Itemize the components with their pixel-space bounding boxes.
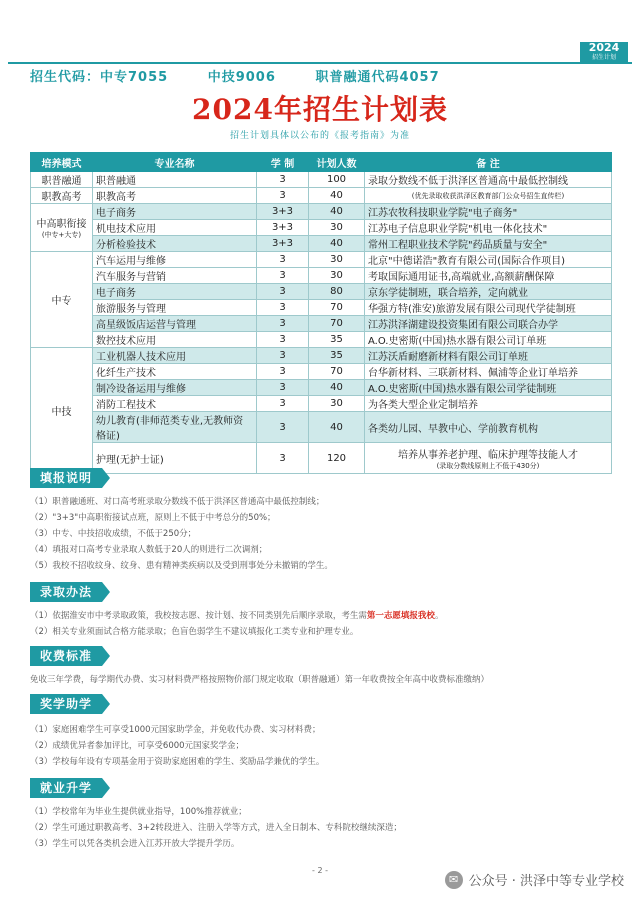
row-years: 3: [257, 172, 309, 188]
section-job-title: 就业升学: [30, 778, 102, 798]
row-note: 培养从事养老护理、临床护理等技能人才: [398, 449, 578, 461]
row-quota: 40: [309, 412, 365, 443]
section-admit-body: [30, 608, 612, 640]
section-job-body: [30, 804, 612, 852]
row-note: 录取分数线不低于洪泽区普通高中最低控制线: [365, 172, 612, 188]
table-header-row: [31, 153, 612, 172]
row-note-cell: [365, 443, 612, 474]
row-quota: 30: [309, 396, 365, 412]
row-years: 3: [257, 316, 309, 332]
table-row: [31, 188, 612, 204]
row-years: 3: [257, 364, 309, 380]
table-row: [31, 204, 612, 220]
table-row: [31, 300, 612, 316]
year-badge: [580, 42, 628, 64]
section-fee-body: [30, 672, 612, 688]
table-row: [31, 316, 612, 332]
row-quota: 70: [309, 316, 365, 332]
group-mode-sub: (中专+大专): [41, 231, 82, 239]
row-major: 汽车运用与维修: [93, 252, 257, 268]
row-major: 幼儿教育(非师范类专业,无教师资格证): [93, 412, 257, 443]
page-number: - 2 -: [312, 866, 328, 875]
list-item: （4）填报对口高考专业录取人数低于20人的则进行二次调剂；: [30, 545, 268, 555]
enrollment-table: [30, 152, 612, 474]
row-quota: 80: [309, 284, 365, 300]
section-fill-title: 填报说明: [30, 468, 102, 488]
wechat-icon: ✉: [445, 871, 463, 889]
list-item: （1）职普融通班、对口高考班录取分数线不低于洪泽区普通高中最低控制线；: [30, 497, 325, 507]
row-quota: 30: [309, 268, 365, 284]
header-years: 学 制: [257, 153, 309, 172]
list-item: （2）成绩优异者参加评比，可享受6000元国家奖学金；: [30, 741, 245, 751]
row-note: 江苏洪泽湖建设投资集团有限公司联合办学: [365, 316, 612, 332]
table-row: [31, 172, 612, 188]
row-note: A.O.史密斯(中国)热水器有限公司订单班: [365, 332, 612, 348]
row-years: 3: [257, 268, 309, 284]
table-row: [31, 412, 612, 443]
row-major: 旅游服务与管理: [93, 300, 257, 316]
row-major: 化纤生产技术: [93, 364, 257, 380]
row-major: 工业机器人技术应用: [93, 348, 257, 364]
list-item: [30, 608, 612, 624]
section-aid-body: [30, 722, 612, 770]
row-years: 3: [257, 252, 309, 268]
row-quota: 70: [309, 300, 365, 316]
row-years: 3: [257, 412, 309, 443]
table-row: [31, 396, 612, 412]
row-note: 为各类大型企业定制培养: [365, 396, 612, 412]
code-zhipu: 职普融通代码4057: [315, 70, 440, 85]
row-years: 3+3: [257, 236, 309, 252]
table-row: [31, 236, 612, 252]
admit-item-1-pre: （1）依据淮安市中考录取政策，我校按志愿、按计划、按不同类别先后顺序录取，考生需: [30, 611, 367, 621]
header-note: 备 注: [365, 153, 612, 172]
year-badge-year: 2024: [588, 41, 620, 54]
row-major: 电子商务: [93, 204, 257, 220]
row-note: 各类幼儿园、早教中心、学前教育机构: [365, 412, 612, 443]
table-row: [31, 332, 612, 348]
row-mode: 职教高考: [31, 188, 93, 204]
row-quota: 40: [309, 380, 365, 396]
section-admit-title: 录取办法: [30, 582, 102, 602]
row-quota: 100: [309, 172, 365, 188]
group-mode: 中高职衔接: [36, 219, 87, 230]
list-item: （5）我校不招收纹身、纹身、患有精神类疾病以及受到刑事处分未撤销的学生。: [30, 561, 333, 571]
list-item: （3）中专、中技招收成绩，不低于250分；: [30, 529, 197, 539]
row-note: 华强方特(淮安)旅游发展有限公司现代学徒制班: [365, 300, 612, 316]
row-major: 制冷设备运用与维修: [93, 380, 257, 396]
row-note: 台华新材料、三联新材料、佩浦等企业订单培养: [365, 364, 612, 380]
code-zhongji: 中技9006: [207, 70, 276, 85]
row-major: 高星级饭店运营与管理: [93, 316, 257, 332]
row-years: 3: [257, 188, 309, 204]
row-quota: 40: [309, 236, 365, 252]
row-quota: 120: [309, 443, 365, 474]
fee-text: 免收三年学费，每学期代办费、实习材料费严格按照物价部门规定收取（职普融通）第一年收费按全年高中收费标准缴纳）: [30, 675, 490, 685]
row-quota: 30: [309, 220, 365, 236]
table-row: [31, 348, 612, 364]
row-years: 3: [257, 348, 309, 364]
row-major: 职普融通: [93, 172, 257, 188]
list-item: （2）相关专业须面试合格方能录取；色盲色弱学生不建议填报化工类专业和护理专业。: [30, 627, 359, 637]
row-quota: 35: [309, 332, 365, 348]
list-item: （1）学校常年为毕业生提供就业指导，100%推荐就业；: [30, 807, 247, 817]
page-subtitle: 招生计划具体以公布的《报考指南》为准: [229, 131, 410, 141]
row-note: A.O.史密斯(中国)热水器有限公司学徒制班: [365, 380, 612, 396]
table-row: [31, 380, 612, 396]
section-fee-title: 收费标准: [30, 646, 102, 666]
row-years: 3: [257, 443, 309, 474]
group-mode: 中专: [31, 252, 93, 348]
list-item: （2）"3+3"中高职衔接试点班，原则上不低于中考总分的50%；: [30, 513, 276, 523]
admit-item-1-highlight: 第一志愿填报我校: [366, 611, 435, 621]
watermark-text: 公众号 · 洪泽中等专业学校: [468, 874, 624, 889]
row-note: 江苏农牧科技职业学院"电子商务": [365, 204, 612, 220]
list-item: （3）学校每年设有专项基金用于资助家庭困难的学生、奖励品学兼优的学生。: [30, 757, 325, 767]
row-years: 3: [257, 284, 309, 300]
row-mode: 职普融通: [31, 172, 93, 188]
row-major: 职教高考: [93, 188, 257, 204]
code-zhongzhuan: 招生代码：中专7055: [30, 70, 169, 85]
header-rule: [8, 62, 632, 64]
row-years: 3: [257, 396, 309, 412]
header-mode: 培养模式: [31, 153, 93, 172]
row-major: 消防工程技术: [93, 396, 257, 412]
row-years: 3: [257, 380, 309, 396]
row-quota: 40: [309, 204, 365, 220]
row-major: 汽车服务与营销: [93, 268, 257, 284]
row-years: 3: [257, 332, 309, 348]
list-item: （1）家庭困难学生可享受1000元国家助学金，并免收代办费、实习材料费；: [30, 725, 321, 735]
header-major: 专业名称: [93, 153, 257, 172]
wechat-watermark: [445, 870, 624, 889]
row-major: 分析检验技术: [93, 236, 257, 252]
row-note: 考取国际通用证书,高端就业,高额薪酬保障: [365, 268, 612, 284]
row-quota: 30: [309, 252, 365, 268]
group-mode: 中技: [31, 348, 93, 474]
list-item: （3）学生可以凭各类机会进入江苏开放大学提升学历。: [30, 839, 240, 849]
table-row: [31, 364, 612, 380]
row-note: (优先录取收获洪泽区教育部门公众号招生直传栏): [365, 188, 612, 204]
header-quota: 计划人数: [309, 153, 365, 172]
row-major: 机电技术应用: [93, 220, 257, 236]
row-note-sub: (录取分数线原则上不低于430分): [436, 461, 540, 470]
row-years: 3+3: [257, 204, 309, 220]
table-row: [31, 220, 612, 236]
row-years: 3: [257, 300, 309, 316]
row-major: 数控技术应用: [93, 332, 257, 348]
row-note: 常州工程职业技术学院"药品质量与安全": [365, 236, 612, 252]
row-quota: 40: [309, 188, 365, 204]
row-quota: 70: [309, 364, 365, 380]
list-item: （2）学生可通过职教高考、3+2转段进入、注册入学等方式，进入全日制本、专科院校继续深造；: [30, 823, 402, 833]
row-note: 京东学徒制班，联合培养，定向就业: [365, 284, 612, 300]
row-major: 护理(无护士证): [93, 443, 257, 474]
row-note: 江苏电子信息职业学院"机电一体化技术": [365, 220, 612, 236]
admit-item-1-post: 。: [434, 611, 444, 621]
group-mode-cell: [31, 204, 93, 252]
row-quota: 35: [309, 348, 365, 364]
row-years: 3+3: [257, 220, 309, 236]
enroll-codes: [30, 66, 474, 85]
row-note: 江苏沃盾耐磨新材料有限公司订单班: [365, 348, 612, 364]
page-title: 2024年招生计划表: [192, 93, 448, 126]
row-major: 电子商务: [93, 284, 257, 300]
year-badge-sub: 招生计划: [591, 54, 616, 61]
table-row: [31, 284, 612, 300]
section-fill-body: [30, 494, 612, 574]
row-note: 北京"中德诺浩"教育有限公司(国际合作项目): [365, 252, 612, 268]
table-row: [31, 268, 612, 284]
table-row: [31, 443, 612, 474]
table-row: [31, 252, 612, 268]
section-aid-title: 奖学助学: [30, 694, 102, 714]
